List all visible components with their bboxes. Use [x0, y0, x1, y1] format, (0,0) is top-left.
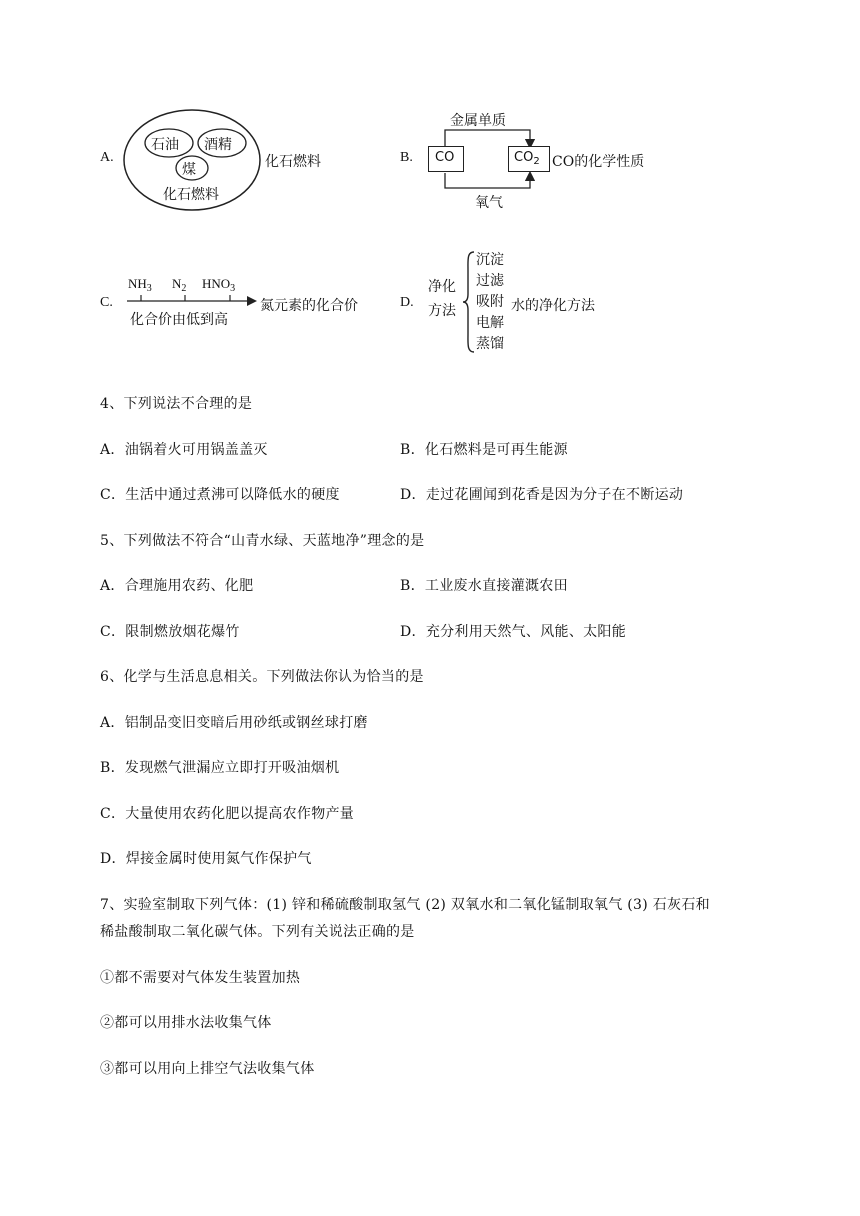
- q4-option-c: C．生活中通过煮沸可以降低水的硬度: [100, 487, 340, 503]
- q7-statement-3: ③都可以用向上排空气法收集气体: [100, 1061, 315, 1077]
- co2-label: $CO_2$: [514, 150, 540, 167]
- q4-stem: 4、下列说法不合理的是: [100, 396, 253, 412]
- co2-box: [508, 146, 550, 172]
- q3-d-letter: D.: [400, 295, 414, 310]
- petroleum-label: 石油: [151, 137, 179, 153]
- q3-a-description: 化石燃料: [265, 154, 321, 170]
- q7-stem-line2: 稀盐酸制取二氧化碳气体。下列有关说法正确的是: [100, 924, 415, 940]
- q5-option-a: A．合理施用农药、化肥: [100, 578, 254, 594]
- q6-option-a: A．铝制品变旧变暗后用砂纸或钢丝球打磨: [100, 715, 368, 731]
- method-precipitation: 沉淀: [476, 252, 504, 268]
- method-distillation: 蒸馏: [476, 336, 504, 352]
- q3-c-description: 氮元素的化合价: [260, 298, 358, 314]
- method-electrolysis: 电解: [476, 315, 504, 331]
- q3-c-letter: C.: [100, 295, 113, 310]
- q5-option-b: B．工业废水直接灌溉农田: [400, 578, 568, 594]
- q5-option-c: C．限制燃放烟花爆竹: [100, 624, 240, 640]
- q3-a-letter: A.: [100, 150, 114, 165]
- alcohol-label: 酒精: [204, 137, 232, 153]
- q3-b-letter: B.: [400, 150, 413, 165]
- q7-statement-1: ①都不需要对气体发生装置加热: [100, 970, 301, 986]
- purification-label-top: 净化: [428, 279, 456, 295]
- curly-brace-icon: [462, 250, 476, 354]
- q7-statement-2: ②都可以用排水法收集气体: [100, 1015, 272, 1031]
- q5-stem: 5、下列做法不符合“山青水绿、天蓝地净”理念的是: [100, 533, 425, 549]
- q6-option-b: B．发现燃气泄漏应立即打开吸油烟机: [100, 760, 340, 776]
- co-box: [428, 146, 464, 172]
- q5-option-d: D．充分利用天然气、风能、太阳能: [400, 624, 627, 640]
- hno3-label: $HNO_3$: [202, 276, 236, 294]
- valence-axis-label: 化合价由低到高: [130, 312, 228, 328]
- coal-label: 煤: [182, 162, 196, 178]
- fossil-fuel-outer-label: 化石燃料: [163, 187, 219, 203]
- q6-option-c: C．大量使用农药化肥以提高农作物产量: [100, 806, 355, 822]
- purification-label-bottom: 方法: [428, 303, 456, 319]
- q4-option-b: B．化石燃料是可再生能源: [400, 442, 568, 458]
- method-adsorption: 吸附: [476, 294, 504, 310]
- co-label: CO: [435, 150, 455, 165]
- method-filtration: 过滤: [476, 273, 504, 289]
- metal-element-label: 金属单质: [450, 113, 506, 129]
- nh3-label: $NH_3$: [128, 276, 152, 294]
- n2-label: $N_2$: [172, 276, 187, 294]
- oxygen-label: 氧气: [475, 195, 503, 211]
- q3-b-description: CO的化学性质: [552, 154, 645, 170]
- valence-axis-arrow: [125, 292, 260, 310]
- q7-stem-line1: 7、实验室制取下列气体：(1) 锌和稀硫酸制取氢气 (2) 双氧水和二氧化锰制取氧气 (3) 石灰石和: [100, 897, 710, 913]
- q6-option-d: D．焊接金属时使用氮气作保护气: [100, 851, 312, 867]
- q4-option-d: D．走过花圃闻到花香是因为分子在不断运动: [400, 487, 684, 503]
- q6-stem: 6、化学与生活息息相关。下列做法你认为恰当的是: [100, 669, 424, 685]
- q3-d-description: 水的净化方法: [511, 298, 595, 314]
- q4-option-a: A．油锅着火可用锅盖盖灭: [100, 442, 268, 458]
